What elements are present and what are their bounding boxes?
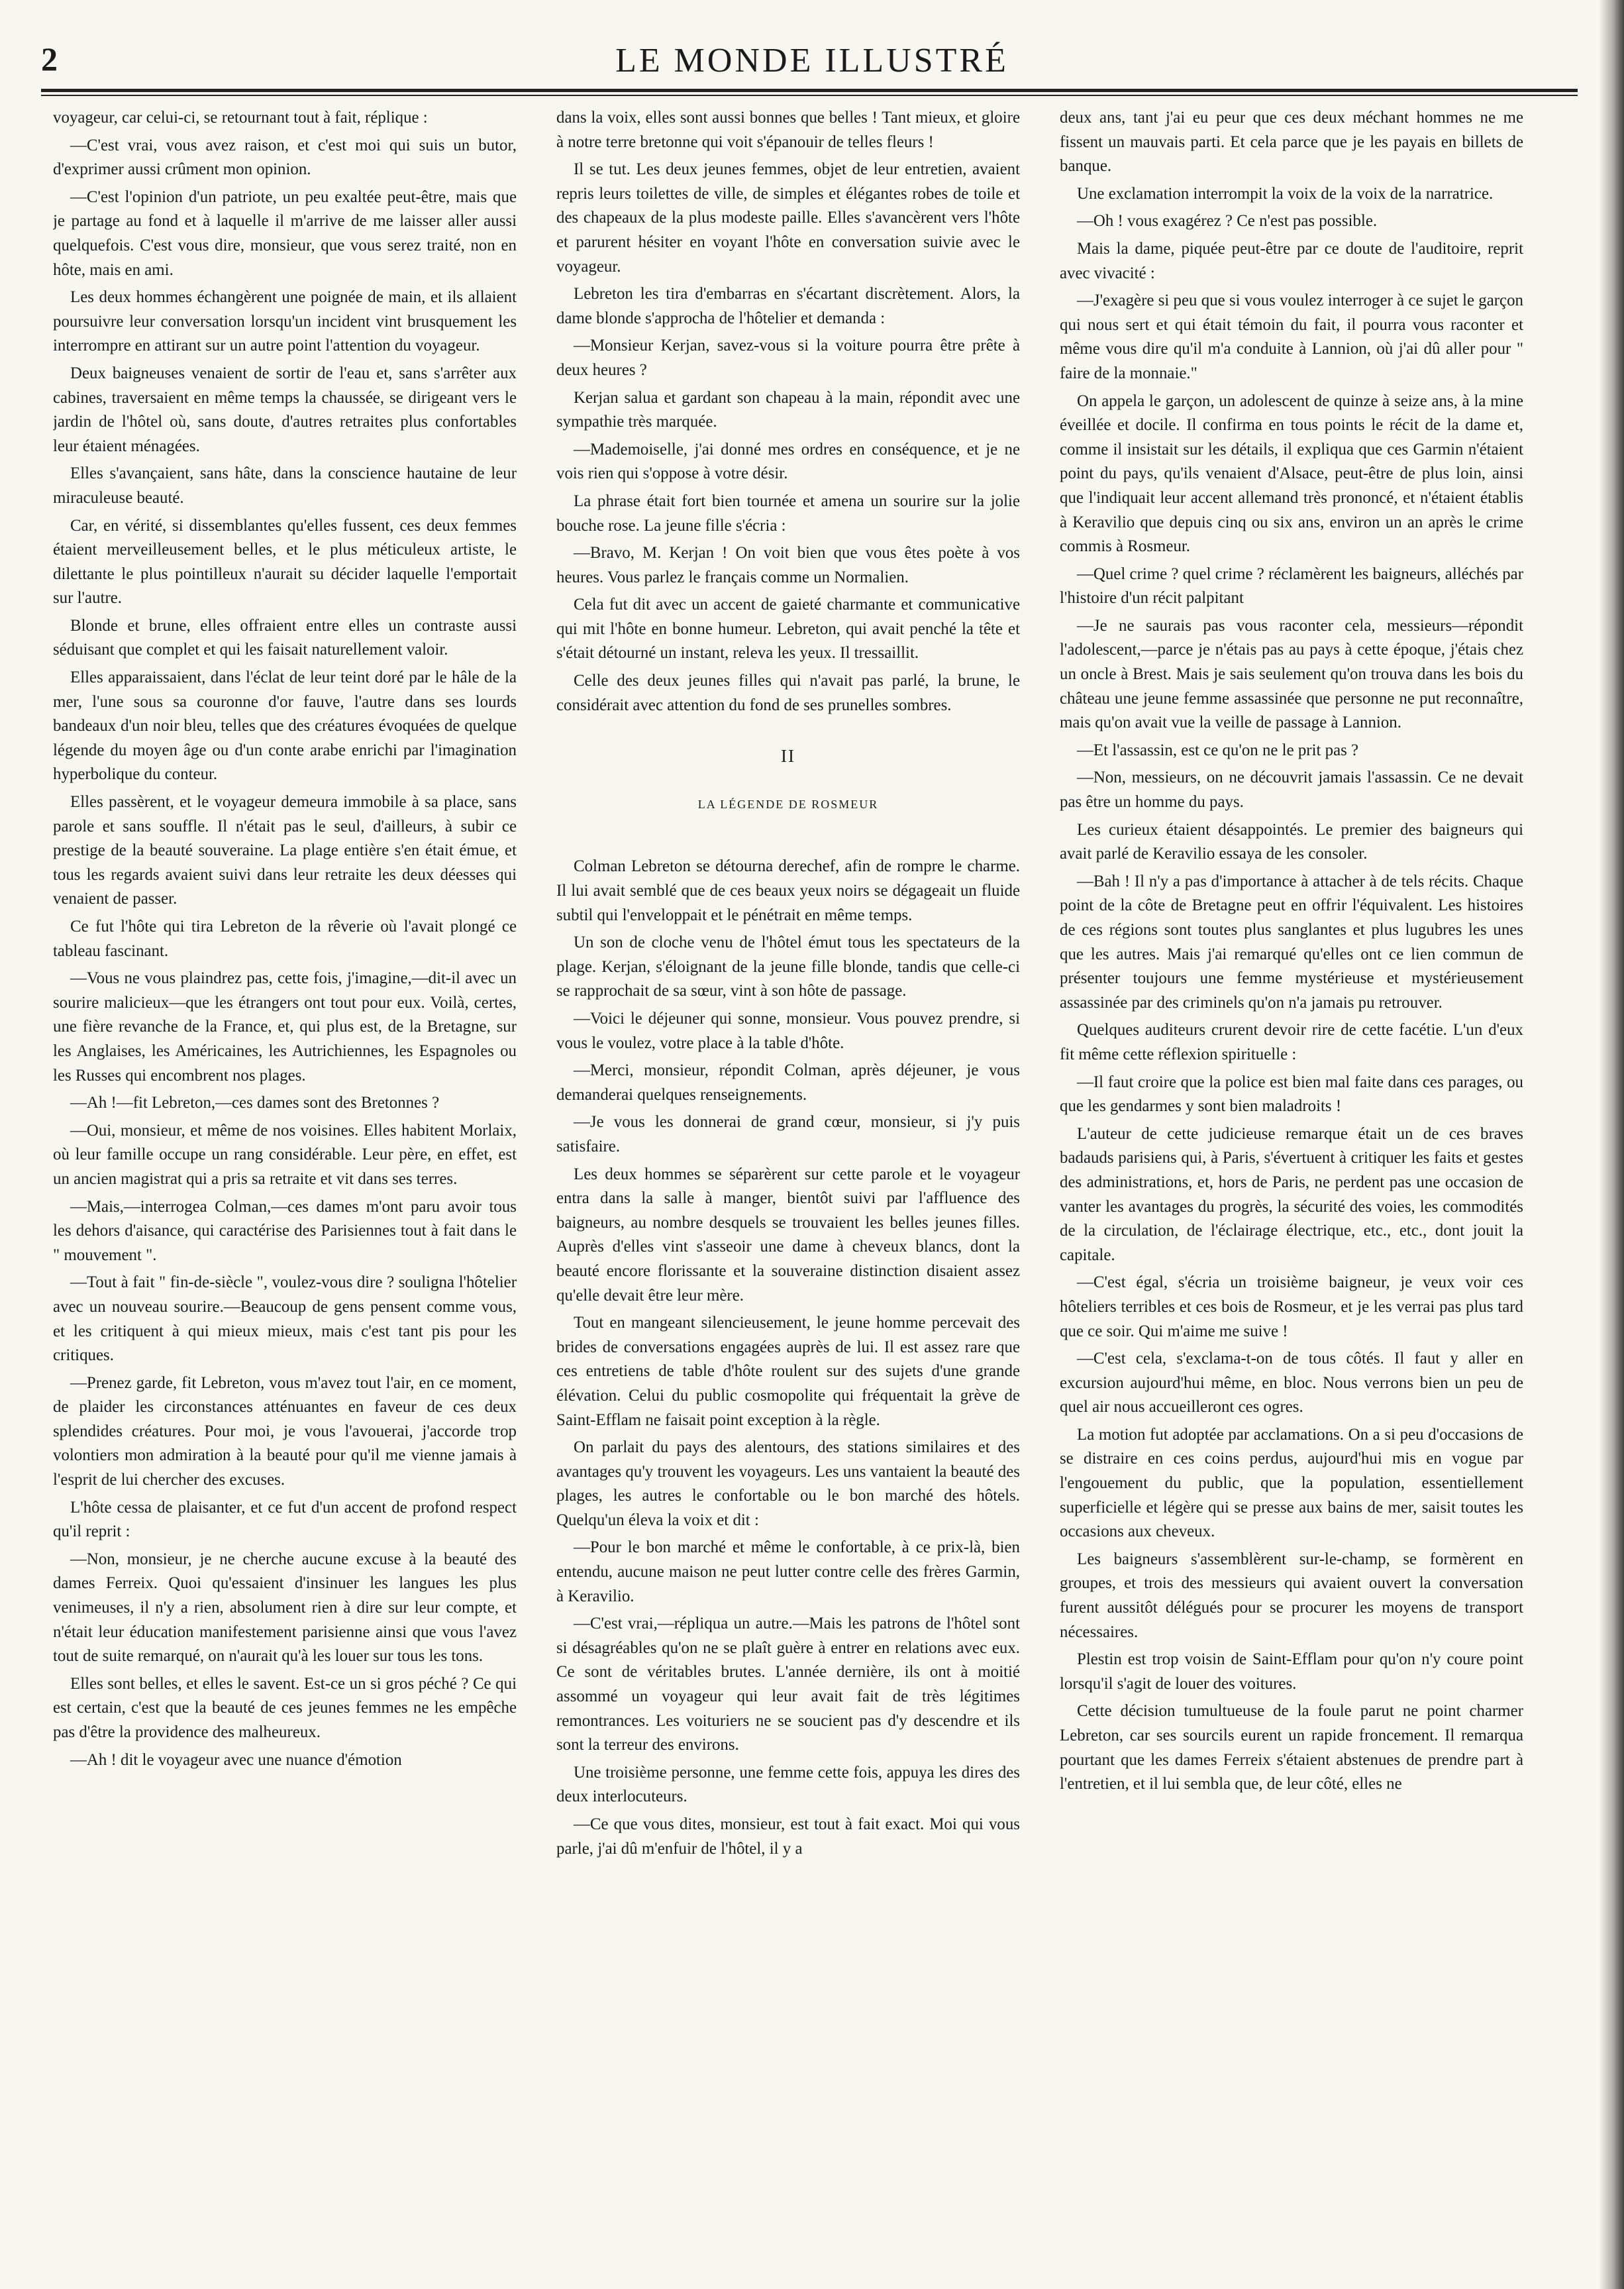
paragraph: Les baigneurs s'assemblèrent sur-le-champ, se formèrent en groupes, et trois des messieurs qui avaient ouvert la conversation furent aussitôt délégués pour se procurer les moyens de transport nécessaires. — [1060, 1550, 1523, 1641]
text-column-1 — [53, 106, 517, 2266]
paragraph: Colman Lebreton se détourna derechef, afin de rompre le charme. Il lui avait semblé que de ces beaux yeux noirs se dégageait un fluide subtil qui l'enveloppait et le pénétrait en même temps. — [556, 857, 1020, 924]
paragraph: Elles apparaissaient, dans l'éclat de leur teint doré par le hâle de la mer, l'une sous sa couronne d'or fauve, l'autre dans ses lourds bandeaux d'un noir bleu, telles que des créatures évoquées de quelque légende du moyen âge ou d'un conte arabe enrichi par l'imagination hyperbolique du conteur. — [53, 668, 517, 784]
paragraph: L'auteur de cette judicieuse remarque était un de ces braves badauds parisiens qui, à Paris, s'évertuent à critiquer les faits et gestes des administrations, et, hors de Paris, ne perdent pas une occasion de vanter les avantages du progrès, la sécurité des voies, les commodités de la circulation, de l'éclairage électrique, etc., etc., dont jouit la capitale. — [1060, 1124, 1523, 1264]
paragraph: L'hôte cessa de plaisanter, et ce fut d'un accent de profond respect qu'il reprit : — [53, 1498, 517, 1541]
paragraph: On appela le garçon, un adolescent de quinze à seize ans, à la mine éveillée et docile. Il confirma en tous points le récit de la dame et, comme il insistait sur les détails, il expliqua que ces Garmin n'étaient point du pays, qu'ils venaient d'Alsace, peut-être de plus loin, ainsi que l'indiquait leur accent allemand très prononcé, et n'étaient établis à Keravilio que depuis cinq ou six ans, environ un an après le crime commis à Rosmeur. — [1060, 392, 1523, 556]
paragraph: —C'est vrai, vous avez raison, et c'est moi qui suis un butor, d'exprimer aussi crûment mon opinion. — [53, 136, 517, 179]
section-number: II — [781, 746, 795, 767]
section-title: LA LÉGENDE DE ROSMEUR — [697, 797, 879, 811]
paragraph: —Oh ! vous exagérez ? Ce n'est pas possible. — [1077, 212, 1378, 231]
text-column-3 — [1060, 106, 1523, 2266]
paragraph: —Quel crime ? quel crime ? réclamèrent les baigneurs, alléchés par l'histoire d'un récit palpitant — [1060, 564, 1523, 608]
paragraph: —Non, messieurs, on ne découvrit jamais l'assassin. Ce ne devait pas être un homme du pays. — [1060, 769, 1523, 812]
page-edge-shadow — [1599, 0, 1624, 2289]
paragraph: —Bah ! Il n'y a pas d'importance à attacher à de tels récits. Chaque point de la côte de Bretagne peut en offrir l'équivalent. Les histoires de ces régions sont toutes plus sanglantes et plus lugubres les unes que les autres. Mais j'ai remarqué qu'elles ont ce lien commun de présenter toujours une femme mystérieuse et mystérieusement assassinée par des criminels qu'on n'a jamais pu retrouver. — [1060, 872, 1523, 1012]
paragraph: Kerjan salua et gardant son chapeau à la main, répondit avec une sympathie très marquée. — [556, 388, 1020, 431]
paragraph: —C'est cela, s'exclama-t-on de tous côtés. Il faut y aller en excursion aujourd'hui même, en bloc. Nous verrons bien un peu de quel air nous accueilleront ces ogres. — [1060, 1350, 1523, 1416]
paragraph: —Merci, monsieur, répondit Colman, après déjeuner, je vous demanderai quelques renseignements. — [556, 1061, 1020, 1104]
paragraph: —Je vous les donnerai de grand cœur, monsieur, si j'y puis satisfaire. — [556, 1113, 1020, 1155]
paragraph: Lebreton les tira d'embarras en s'écartant discrètement. Alors, la dame blonde s'approcha de l'hôtelier et demanda : — [556, 285, 1020, 327]
paragraph: Elles passèrent, et le voyageur demeura immobile à sa place, sans parole et sans souffle. Il n'était pas le seul, d'ailleurs, à subir ce prestige de la beauté souveraine. La plage entière s'en était émue, et tous les regards avaient suivi dans leur retraite les deux déesses qui venaient de passer. — [53, 793, 517, 908]
page-number: 2 — [41, 40, 58, 78]
paragraph: Blonde et brune, elles offraient entre elles un contraste aussi séduisant que complet et qui les faisait naturellement valoir. — [53, 616, 517, 659]
paragraph: —Et l'assassin, est ce qu'on ne le prit pas ? — [1077, 741, 1359, 759]
paragraph: voyageur, car celui-ci, se retournant tout à fait, réplique : — [53, 109, 428, 127]
paragraph: Celle des deux jeunes filles qui n'avait pas parlé, la brune, le considérait avec attention du fond de ses prunelles sombres. — [556, 672, 1020, 714]
paragraph: Deux baigneuses venaient de sortir de l'eau et, sans s'arrêter aux cabines, traversaient en même temps la chaussée, se dirigeant vers le jardin de l'hôtel où, sans doute, d'autres retraites plus confortables leur étaient ménagées. — [53, 364, 517, 455]
paragraph: —Je ne saurais pas vous raconter cela, messieurs—répondit l'adolescent,—parce je n'étais pas au pays à cette époque, j'étais chez un oncle à Brest. Mais je sais seulement qu'on trouva dans les bois du château une jeune femme assassinée que personne ne put reconnaître, mais qu'on avait vue la veille de passage à Lannion. — [1060, 616, 1523, 732]
paragraph: Tout en mangeant silencieusement, le jeune homme percevait des brides de conversations engagées auprès de lui. Il est assez rare que ces entretiens de table d'hôte roulent sur des sujets d'une grande élévation. Celui du public cosmopolite qui fréquentait la grève de Saint-Efflam ne faisait point exception à la règle. — [556, 1314, 1020, 1429]
paragraph: Cela fut dit avec un accent de gaieté charmante et communicative qui mit l'hôte en bonne humeur. Lebreton, qui avait penché la tête et s'était détourné un instant, releva les yeux. Il tressaillit. — [556, 596, 1020, 663]
paragraph: Ce fut l'hôte qui tira Lebreton de la rêverie où l'avait plongé ce tableau fascinant. — [53, 918, 517, 960]
paragraph: Cette décision tumultueuse de la foule parut ne point charmer Lebreton, car ses sourcils eurent un rapide froncement. Il remarqua pourtant que les dames Ferreix s'étaient abstenues de prendre part à l'entretien, et il lui sembla que, de leur côté, elles ne — [1060, 1702, 1523, 1793]
paragraph: Mais la dame, piquée peut-être par ce doute de l'auditoire, reprit avec vivacité : — [1060, 239, 1523, 282]
paragraph: —J'exagère si peu que si vous voulez interroger à ce sujet le garçon qui nous sert et qui était témoin du fait, il pourra vous raconter et même vous dire qu'il m'a conduite à Lannion, où j'ai dû aller pour " faire de la monnaie." — [1060, 292, 1523, 382]
paragraph: —Prenez garde, fit Lebreton, vous m'avez tout l'air, en ce moment, de plaider les circonstances atténuantes en faveur de ces deux splendides créatures. Pour moi, je vous l'avouerai, j'accorde trop volontiers mon admiration à la beauté pour qu'il me vienne jamais à l'esprit de lui chercher des excuses. — [53, 1373, 517, 1489]
paragraph: —C'est l'opinion d'un patriote, un peu exaltée peut-être, mais que je partage au fond et à laquelle il m'arrive de me laisser aller aussi quelquefois. C'est vous dire, monsieur, que vous serez traité, non en hôte, mais en ami. — [53, 187, 517, 279]
paragraph: Car, en vérité, si dissemblantes qu'elles fussent, ces deux femmes étaient merveilleusement belles, et le plus méticuleux artiste, le dilettante le plus pointilleux n'aurait su décider laquelle l'emportait sur l'autre. — [53, 516, 517, 608]
header-rule — [41, 89, 1578, 92]
paragraph: Les curieux étaient désappointés. Le premier des baigneurs qui avait parlé de Keravilio essaya de les consoler. — [1060, 820, 1523, 863]
paragraph: —Oui, monsieur, et même de nos voisines. Elles habitent Morlaix, où leur famille occupe un rang considérable. Leur père, en effet, est un ancien magistrat qui a pris sa retraite et vit dans ses terres. — [53, 1121, 517, 1188]
paragraph: Un son de cloche venu de l'hôtel émut tous les spectateurs de la plage. Kerjan, s'éloignant de la jeune fille blonde, tandis que celle-ci se rapprochait de sa sœur, vint à son hôte de passage. — [556, 933, 1020, 1000]
paragraph: dans la voix, elles sont aussi bonnes que belles ! Tant mieux, et gloire à notre terre bretonne qui voit s'épanouir de telles fleurs ! — [556, 109, 1020, 151]
paragraph: —Non, monsieur, je ne cherche aucune excuse à la beauté des dames Ferreix. Quoi qu'essaient d'insinuer les langues les plus venimeuses, il n'y a rien, absolument rien à dire sur leur compte, et n'était leur éducation manifestement parisienne ainsi que vous l'avez tout de suite remarqué, on n'aurait qu'à les louer sur tous les tons. — [53, 1550, 517, 1666]
paragraph: On parlait du pays des alentours, des stations similaires et des avantages qu'y trouvent les voyageurs. Les uns vantaient la beauté des plages, les autres le confortable ou le bon marché des hôtels. Quelqu'un éleva la voix et dit : — [556, 1438, 1020, 1529]
paragraph: —C'est vrai,—répliqua un autre.—Mais les patrons de l'hôtel sont si désagréables qu'on ne se plaît guère à entrer en relations avec eux. Ce sont de véritables brutes. L'année dernière, ils ont à moitié assommé un voyageur qui leur avait fait de très légitimes remontrances. Les voituriers ne se soucient pas d'y descendre et ils sont la terreur des environs. — [556, 1615, 1020, 1754]
paragraph: La motion fut adoptée par acclamations. On a si peu d'occasions de se distraire en ces coins perdus, aujourd'hui mis en vogue par l'engouement du public, que la population, essentiellement superficielle et légère qui se presse aux bains de mer, saisit toutes les occasions aux cheveux. — [1060, 1425, 1523, 1541]
text-column-2 — [556, 106, 1020, 2266]
paragraph: deux ans, tant j'ai eu peur que ces deux méchant hommes ne me fissent un mauvais parti. Et cela parce que je les payais en billets de banque. — [1060, 109, 1523, 176]
paragraph: Plestin est trop voisin de Saint-Efflam pour qu'on n'y coure point lorsqu'il s'agit de louer des voitures. — [1060, 1650, 1523, 1693]
paragraph: —Vous ne vous plaindrez pas, cette fois, j'imagine,—dit-il avec un sourire malicieux—que les étrangers ont tout pour eux. Voilà, certes, une fière revanche de la France, et, qui plus est, de la Bretagne, sur les Anglaises, les Américaines, les Autrichiennes, les Espagnoles ou les Russes qui encombrent nos plages. — [53, 969, 517, 1085]
paragraph: Les deux hommes se séparèrent sur cette parole et le voyageur entra dans la salle à manger, bientôt suivi par l'affluence des baigneurs, au nombre desquels se trouvaient les belles jeunes filles. Auprès d'elles vint s'asseoir une dame à cheveux blancs, dont la beauté encore florissante et la souveraine distinction disaient assez qu'elle devait être leur mère. — [556, 1165, 1020, 1304]
paragraph: —Mais,—interrogea Colman,—ces dames m'ont paru avoir tous les dehors d'aisance, qui caractérise des Parisiennes tout à fait dans le " mouvement ". — [53, 1197, 517, 1264]
paragraph: Les deux hommes échangèrent une poignée de main, et ils allaient poursuivre leur conversation lorsqu'un incident vint brusquement les interrompre en attirant sur un autre point l'attention du voyageur. — [53, 288, 517, 355]
paragraph: —Bravo, M. Kerjan ! On voit bien que vous êtes poète à vos heures. Vous parlez le français comme un Normalien. — [556, 544, 1020, 586]
paragraph: —Voici le déjeuner qui sonne, monsieur. Vous pouvez prendre, si vous le voulez, votre place à la table d'hôte. — [556, 1010, 1020, 1052]
paragraph: —Il faut croire que la police est bien mal faite dans ces parages, ou que les gendarmes y sont bien maladroits ! — [1060, 1073, 1523, 1116]
paragraph: —Ce que vous dites, monsieur, est tout à fait exact. Moi qui vous parle, j'ai dû m'enfuir de l'hôtel, il y a — [556, 1815, 1020, 1858]
paragraph: —Mademoiselle, j'ai donné mes ordres en conséquence, et je ne vois rien qui s'oppose à votre désir. — [556, 440, 1020, 483]
paragraph: —Pour le bon marché et même le confortable, à ce prix-là, bien entendu, aucune maison ne peut lutter contre celle des frères Garmin, à Keravilio. — [556, 1538, 1020, 1605]
paragraph: —C'est égal, s'écria un troisième baigneur, je veux voir ces hôteliers terribles et ces bois de Rosmeur, et je les verrai pas plus tard que ce soir. Qui m'aime me suive ! — [1060, 1273, 1523, 1340]
paragraph: Une troisième personne, une femme cette fois, appuya les dires des deux interlocuteurs. — [556, 1763, 1020, 1806]
header-rule-thin — [41, 95, 1578, 96]
paragraph: Une exclamation interrompit la voix de la voix de la narratrice. — [1077, 184, 1494, 203]
paragraph: Elles sont belles, et elles le savent. Est-ce un si gros péché ? Ce qui est certain, c'est que la beauté de ces jeunes femmes ne les empêche pas d'être la providence des malheureux. — [53, 1674, 517, 1741]
paragraph: —Monsieur Kerjan, savez-vous si la voiture pourra être prête à deux heures ? — [556, 337, 1020, 379]
paragraph: —Ah ! dit le voyageur avec une nuance d'émotion — [70, 1750, 402, 1769]
paragraph: Il se tut. Les deux jeunes femmes, objet de leur entretien, avaient repris leurs toilettes de ville, de simples et élégantes robes de toile et des chapeaux de la plus modeste paille. Elles s'avancèrent vers l'hôte et parurent hésiter en voyant l'hôte en conversation suivie avec le voyageur. — [556, 160, 1020, 276]
paragraph: Elles s'avançaient, sans hâte, dans la conscience hautaine de leur miraculeuse beauté. — [53, 464, 517, 507]
masthead-title: LE MONDE ILLUSTRÉ — [615, 42, 1009, 80]
paragraph: Quelques auditeurs crurent devoir rire de cette facétie. L'un d'eux fit même cette réflexion spirituelle : — [1060, 1021, 1523, 1063]
paragraph: —Tout à fait " fin-de-siècle ", voulez-vous dire ? souligna l'hôtelier avec un nouveau sourire.—Beaucoup de gens pensent comme vous, et les critiquent à qui mieux mieux, mais c'est tant pis pour les critiques. — [53, 1273, 517, 1365]
paragraph: —Ah !—fit Lebreton,—ces dames sont des Bretonnes ? — [70, 1094, 440, 1112]
paragraph: La phrase était fort bien tournée et amena un sourire sur la jolie bouche rose. La jeune fille s'écria : — [556, 492, 1020, 535]
